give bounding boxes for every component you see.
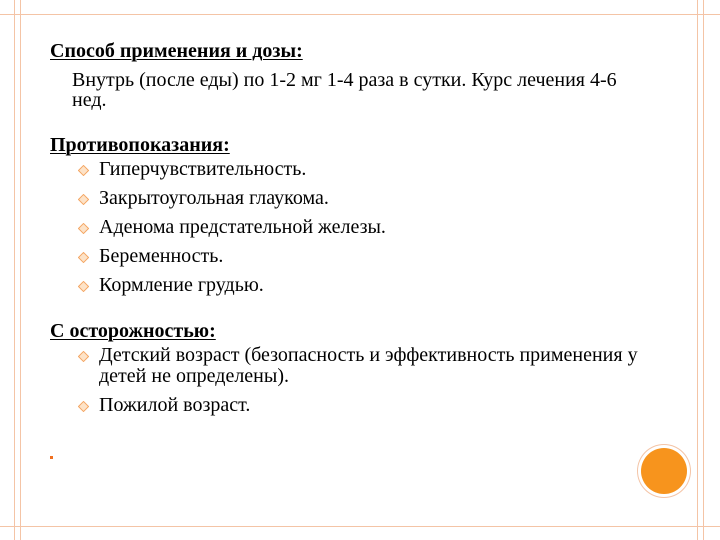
- diamond-bullet-icon: [78, 351, 89, 362]
- frame-line-left-inner: [20, 0, 21, 540]
- diamond-bullet-icon: [78, 401, 89, 412]
- diamond-bullet-icon: [78, 281, 89, 292]
- diamond-bullet-icon: [78, 223, 89, 234]
- frame-line-top: [0, 14, 720, 15]
- diamond-bullet-icon: [78, 252, 89, 263]
- list-item: [76, 275, 650, 296]
- list-item: [76, 395, 650, 416]
- list-item: [76, 217, 650, 238]
- slide-content: [50, 40, 650, 440]
- diamond-bullet-icon: [78, 165, 89, 176]
- frame-line-left-outer: [14, 0, 15, 540]
- list-item-text: Аденома предстательной железы.: [99, 216, 386, 238]
- list-item: [76, 246, 650, 267]
- contraindications-heading: Противопоказания:: [50, 134, 230, 156]
- frame-line-right-outer: [703, 0, 704, 540]
- list-item: [76, 159, 650, 180]
- frame-line-bottom: [0, 526, 720, 527]
- list-item-text: Детский возраст (безопасность и эффективность применения у детей не определены).: [99, 344, 638, 387]
- contraindications-list: [50, 159, 650, 296]
- list-item: [76, 188, 650, 209]
- list-item-text: Кормление грудью.: [99, 274, 264, 296]
- usage-text: Внутрь (после еды) по 1-2 мг 1-4 раза в сутки. Курс лечения 4-6 нед.: [72, 69, 617, 111]
- decorative-circle: [641, 448, 687, 494]
- usage-heading: Способ применения и дозы:: [50, 40, 303, 62]
- usage-section: [50, 40, 650, 110]
- diamond-bullet-icon: [78, 194, 89, 205]
- list-item-text: Закрытоугольная глаукома.: [99, 187, 329, 209]
- contraindications-section: [50, 134, 650, 296]
- caution-list: [50, 345, 650, 416]
- decorative-dot: [50, 456, 53, 459]
- list-item-text: Пожилой возраст.: [99, 394, 251, 416]
- caution-section: [50, 320, 650, 416]
- list-item-text: Гиперчувствительность.: [99, 158, 307, 180]
- frame-line-right-inner: [697, 0, 698, 540]
- list-item: [76, 345, 650, 387]
- caution-heading: С осторожностью:: [50, 320, 216, 342]
- list-item-text: Беременность.: [99, 245, 224, 267]
